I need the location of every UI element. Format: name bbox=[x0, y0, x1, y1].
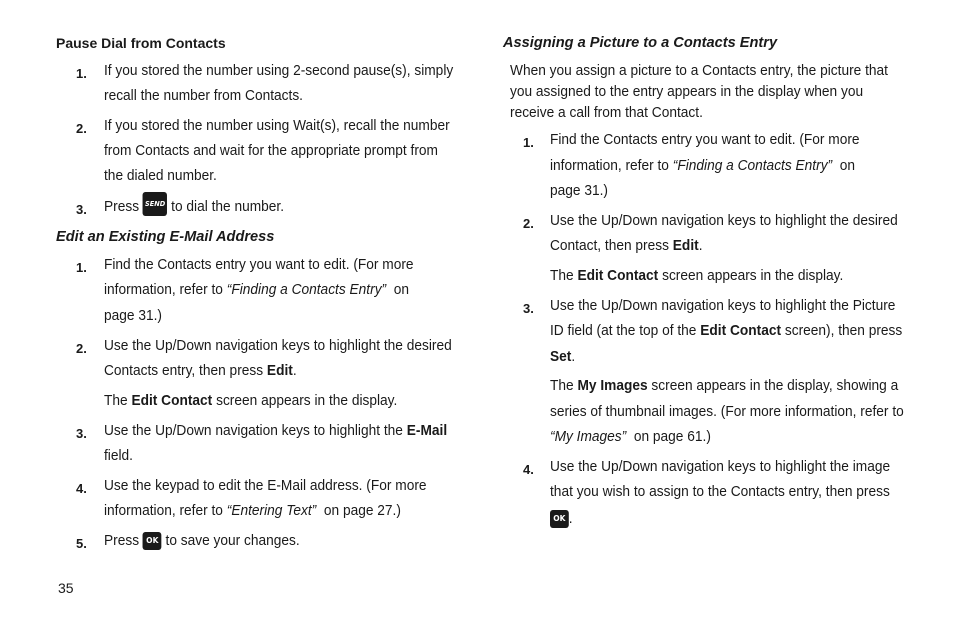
ok-key-icon: OK bbox=[550, 510, 569, 528]
step-text-part: screen appears in the display. bbox=[662, 268, 844, 284]
bold-term: Set bbox=[550, 349, 572, 365]
bold-term: Edit bbox=[266, 363, 293, 379]
section-heading-edit-email: Edit an Existing E-Mail Address bbox=[56, 229, 275, 245]
step-text bbox=[104, 499, 401, 524]
step-note bbox=[550, 264, 843, 289]
section-heading-pause-dial: Pause Dial from Contacts bbox=[56, 35, 226, 51]
step-text-part: The bbox=[104, 393, 128, 409]
step-text bbox=[550, 234, 703, 259]
step-text: page 31.) bbox=[550, 183, 608, 199]
step-text: If you stored the number using Wait(s), recall the number bbox=[104, 118, 450, 134]
cross-reference: “Finding a Contacts Entry” bbox=[226, 282, 387, 298]
step-text: Find the Contacts entry you want to edit. (For more bbox=[104, 257, 414, 273]
bold-term: Edit bbox=[672, 238, 699, 254]
step-text-part: . bbox=[568, 511, 573, 527]
step-number: 5. bbox=[76, 536, 87, 551]
step-number: 3. bbox=[76, 202, 87, 217]
step-number: 2. bbox=[76, 341, 87, 356]
step-text-part: screen appears in the display. bbox=[216, 393, 398, 409]
step-text-part: Use the Up/Down navigation keys to highlight the bbox=[104, 423, 403, 439]
step-text-part: . bbox=[571, 349, 576, 365]
step-text-part: Press bbox=[104, 533, 140, 549]
step-text: page 31.) bbox=[104, 308, 162, 324]
bold-term: Edit Contact bbox=[131, 393, 213, 409]
step-text-part: Press bbox=[104, 199, 140, 215]
step-number: 1. bbox=[523, 135, 534, 150]
section-heading-assign-picture: Assigning a Picture to a Contacts Entry bbox=[503, 35, 778, 51]
step-note bbox=[104, 389, 397, 414]
step-text-part: . bbox=[698, 238, 703, 254]
step-note: series of thumbnail images. (For more information, refer to bbox=[550, 404, 904, 420]
step-text bbox=[550, 507, 573, 532]
step-text-part: screen), then press bbox=[784, 323, 903, 339]
step-text bbox=[104, 529, 300, 554]
step-text: that you wish to assign to the Contacts entry, then press bbox=[550, 484, 890, 500]
step-text bbox=[104, 419, 447, 444]
step-text-part: on page 27.) bbox=[323, 503, 401, 519]
intro-line: When you assign a picture to a Contacts entry, the picture that bbox=[510, 63, 888, 79]
step-text-part: . bbox=[292, 363, 297, 379]
step-number: 1. bbox=[76, 66, 87, 81]
step-text bbox=[104, 359, 297, 384]
ok-key-icon: OK bbox=[143, 532, 162, 550]
intro-line: receive a call from that Contact. bbox=[510, 105, 703, 121]
step-text-part: on page 61.) bbox=[633, 429, 711, 445]
step-number: 4. bbox=[76, 481, 87, 496]
step-text-part: to save your changes. bbox=[165, 533, 300, 549]
step-text: the dialed number. bbox=[104, 168, 217, 184]
step-number: 1. bbox=[76, 260, 87, 275]
intro-line: you assigned to the entry appears in the display when you bbox=[510, 84, 864, 100]
step-text-part: The bbox=[550, 268, 574, 284]
step-text: Use the Up/Down navigation keys to highlight the desired bbox=[104, 338, 452, 354]
step-text: from Contacts and wait for the appropriate prompt from bbox=[104, 143, 438, 159]
bold-term: E-Mail bbox=[406, 423, 448, 439]
step-text: Find the Contacts entry you want to edit. (For more bbox=[550, 132, 860, 148]
step-number: 2. bbox=[523, 216, 534, 231]
step-text-part: information, refer to bbox=[104, 503, 223, 519]
step-text: Use the Up/Down navigation keys to highlight the desired bbox=[550, 213, 898, 229]
step-number: 3. bbox=[76, 426, 87, 441]
step-text bbox=[550, 345, 575, 370]
step-text: field. bbox=[104, 448, 133, 464]
step-text bbox=[550, 154, 855, 179]
step-number: 4. bbox=[523, 462, 534, 477]
cross-reference: “Entering Text” bbox=[226, 503, 317, 519]
step-text-part: to dial the number. bbox=[171, 199, 285, 215]
step-text: Use the Up/Down navigation keys to highlight the image bbox=[550, 459, 891, 475]
bold-term: Edit Contact bbox=[700, 323, 782, 339]
step-text: Use the Up/Down navigation keys to highlight the Picture bbox=[550, 298, 896, 314]
step-text: If you stored the number using 2-second pause(s), simply bbox=[104, 63, 454, 79]
step-text-part: The bbox=[550, 378, 574, 394]
page-number: 35 bbox=[58, 580, 74, 596]
step-text-part: on bbox=[393, 282, 410, 298]
cross-reference: “My Images” bbox=[550, 429, 627, 445]
step-text: Use the keypad to edit the E-Mail address. (For more bbox=[104, 478, 427, 494]
bold-term: Edit Contact bbox=[577, 268, 659, 284]
step-number: 3. bbox=[523, 301, 534, 316]
send-key-icon: SEND bbox=[143, 192, 167, 216]
step-note bbox=[550, 425, 711, 450]
step-text-part: on bbox=[839, 158, 856, 174]
step-text-part: screen appears in the display, showing a bbox=[651, 378, 899, 394]
step-note bbox=[550, 374, 898, 399]
bold-term: My Images bbox=[577, 378, 648, 394]
step-text: recall the number from Contacts. bbox=[104, 88, 304, 104]
step-text-part: ID field (at the top of the bbox=[550, 323, 697, 339]
step-text bbox=[104, 278, 409, 303]
step-text bbox=[104, 195, 284, 220]
step-text-part: information, refer to bbox=[104, 282, 223, 298]
step-text-part: Contacts entry, then press bbox=[104, 363, 264, 379]
step-text-part: information, refer to bbox=[550, 158, 669, 174]
step-text-part: Contact, then press bbox=[550, 238, 669, 254]
step-number: 2. bbox=[76, 121, 87, 136]
cross-reference: “Finding a Contacts Entry” bbox=[672, 158, 833, 174]
step-text bbox=[550, 319, 902, 344]
